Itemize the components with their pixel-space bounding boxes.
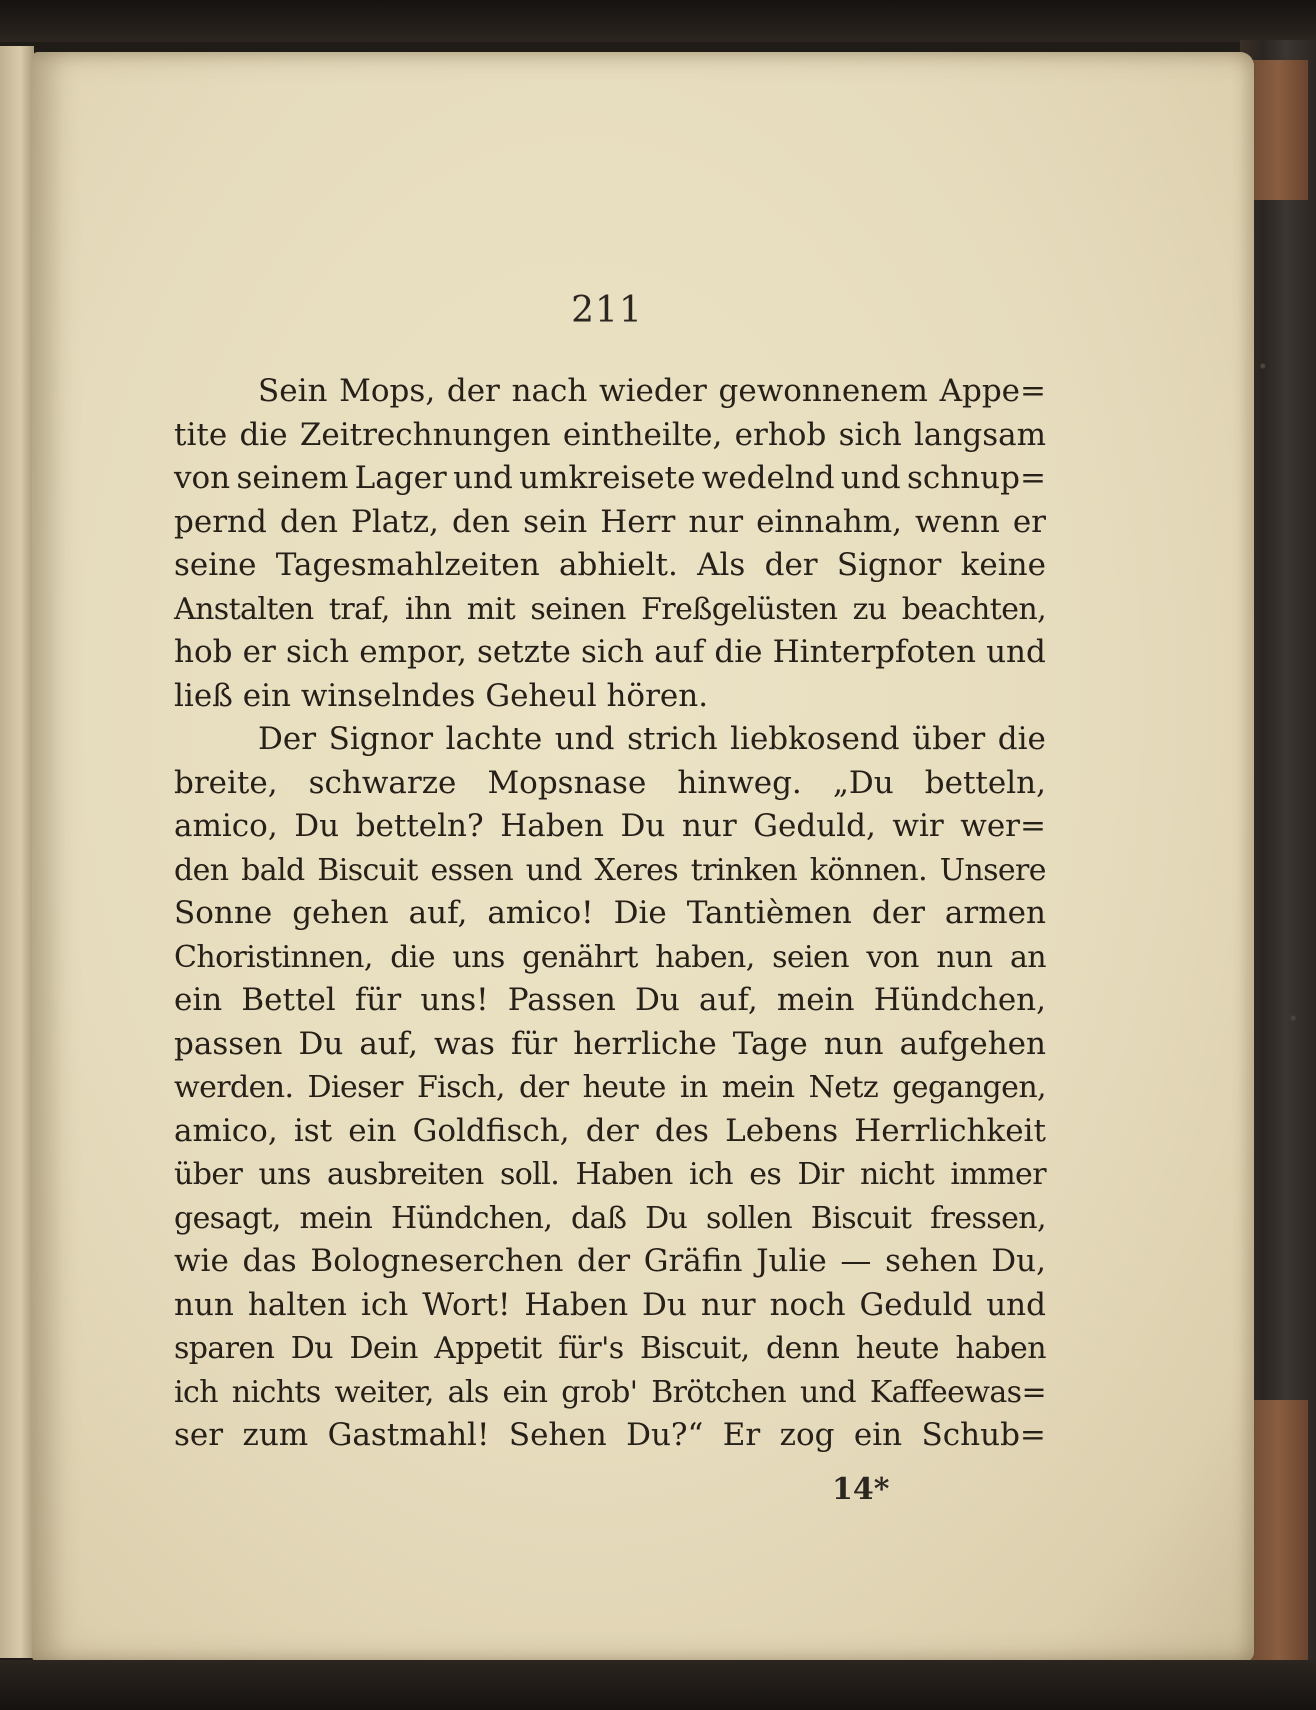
word: das	[242, 1243, 297, 1279]
word: hinweg.	[677, 764, 802, 801]
word: herrliche	[573, 1025, 717, 1062]
word: es	[749, 1157, 782, 1192]
word: Geduld,	[753, 808, 876, 844]
text-line	[174, 762, 1046, 806]
word: armen	[944, 895, 1046, 931]
word: nun	[936, 939, 993, 975]
word: sollen	[705, 1200, 793, 1236]
word: Lebens	[725, 1112, 839, 1149]
scan-top-edge	[0, 0, 1316, 42]
word: beachten,	[901, 591, 1046, 627]
word: die	[239, 416, 288, 453]
word: Brötchen	[651, 1374, 787, 1410]
word: essen	[430, 852, 514, 888]
word: einnahm,	[756, 503, 902, 540]
word: was	[434, 1025, 495, 1062]
text-line	[174, 849, 1046, 893]
word: Appetit	[434, 1331, 542, 1366]
word: Signor	[836, 547, 942, 583]
word: fressen,	[930, 1200, 1046, 1236]
word: Die	[613, 895, 667, 931]
word: und	[525, 852, 582, 888]
text-line	[174, 588, 1046, 632]
word: Du	[635, 982, 680, 1018]
word: Anstalten	[174, 591, 314, 627]
word: abhielt.	[559, 547, 678, 583]
word: auf,	[699, 982, 758, 1018]
word: hob	[174, 634, 233, 670]
word: Haben	[500, 808, 604, 844]
word: Du	[290, 1331, 333, 1366]
word: die	[390, 939, 435, 975]
word: wir	[892, 808, 944, 844]
text-line	[174, 1023, 1046, 1067]
word: halten	[247, 1286, 348, 1323]
word: ein	[348, 1112, 397, 1149]
word: haben,	[655, 939, 755, 975]
word: und	[799, 1374, 857, 1410]
word: und	[840, 460, 901, 496]
word: ist	[293, 1112, 333, 1149]
word: mit	[466, 591, 516, 627]
word: „Du	[832, 764, 894, 801]
text-line: ließ ein winselndes Geheul hören.	[174, 677, 709, 714]
word: Sehen	[508, 1417, 607, 1453]
word: Fisch,	[416, 1070, 505, 1105]
word: pernd	[174, 503, 267, 540]
word: passen	[174, 1025, 283, 1062]
word: der	[764, 547, 818, 583]
word: Herrlichkeit	[854, 1112, 1046, 1149]
word: breite,	[174, 764, 278, 801]
word: Goldfisch,	[412, 1112, 570, 1149]
word: ich	[174, 1374, 218, 1410]
word: Biscuit,	[640, 1331, 750, 1366]
word: und	[554, 721, 615, 757]
text-line	[174, 1414, 1046, 1458]
word: als	[447, 1374, 489, 1410]
word: Du	[620, 808, 666, 844]
word: noch	[769, 1286, 846, 1323]
text-line	[174, 1371, 1046, 1415]
word: Lager	[354, 460, 447, 496]
word: aufgehen	[899, 1025, 1046, 1062]
word: Biscuit	[317, 852, 418, 888]
word: Sonne	[174, 895, 273, 931]
signature-mark: 14*	[832, 1472, 890, 1507]
word: in	[679, 1070, 708, 1105]
word: zum	[242, 1417, 309, 1453]
word: Als	[697, 547, 746, 583]
word: gesagt,	[174, 1200, 281, 1236]
word: ihn	[405, 591, 452, 627]
word: amico!	[487, 895, 594, 931]
word: trinken	[690, 852, 798, 888]
word: Gräfin	[643, 1243, 743, 1279]
word: der	[577, 1243, 631, 1279]
word: Kaffeewas=	[869, 1374, 1046, 1410]
word: zu	[852, 591, 887, 627]
word: genährt	[522, 939, 638, 975]
word: über	[174, 1157, 243, 1192]
text-line	[174, 370, 1046, 414]
word: liebkosend	[730, 721, 900, 757]
word: setzte	[476, 634, 571, 670]
word: Wort!	[422, 1286, 511, 1323]
word: Gastmahl!	[327, 1417, 490, 1453]
word: sich	[580, 634, 645, 670]
word: Platz,	[351, 503, 439, 540]
word: er	[1012, 503, 1046, 540]
word: Du	[294, 808, 340, 844]
word: ich	[689, 1157, 733, 1192]
leather-corner-bottom	[1248, 1400, 1308, 1660]
word: wie	[174, 1243, 229, 1279]
word: Du	[642, 1286, 687, 1323]
word: gewonnenem	[718, 373, 928, 409]
word: tite	[174, 416, 228, 453]
word: uns	[452, 939, 505, 975]
word: für's	[558, 1331, 624, 1366]
word: Du	[645, 1200, 688, 1236]
page-number: 211	[571, 290, 643, 331]
word: ein	[853, 1417, 903, 1453]
word: Tagesmahlzeiten	[275, 547, 540, 583]
word: Julie	[756, 1243, 827, 1279]
word: und	[986, 1286, 1046, 1323]
word: uns	[258, 1157, 311, 1192]
word: immer	[950, 1157, 1046, 1192]
word: der	[871, 895, 925, 931]
word: nur	[681, 808, 737, 844]
word: denn	[766, 1331, 840, 1366]
word: seine	[174, 547, 257, 583]
word: Xeres	[594, 852, 679, 888]
word: nur	[700, 1286, 756, 1323]
word: Freßgelüsten	[641, 591, 838, 627]
word: des	[654, 1112, 709, 1149]
word: Bettel	[241, 982, 336, 1018]
previous-page-edge	[0, 46, 34, 1658]
word: auf,	[408, 895, 468, 931]
word: seinem	[236, 460, 349, 496]
word: betteln,	[924, 764, 1046, 801]
leather-corner-top	[1248, 60, 1308, 200]
word: weiter,	[334, 1374, 434, 1410]
text-line	[174, 1110, 1046, 1154]
word: schnup=	[906, 460, 1046, 496]
word: wenn	[914, 503, 1000, 540]
word: seinen	[530, 591, 626, 627]
word: Tantièmen	[686, 895, 852, 931]
word: und	[453, 460, 513, 496]
word: grob'	[561, 1374, 638, 1410]
word: Haben	[524, 1286, 629, 1323]
word: erhob	[734, 416, 827, 453]
text-line	[174, 631, 1046, 675]
word: und	[986, 634, 1046, 670]
text-line	[174, 1153, 1046, 1197]
word: heute	[855, 1331, 939, 1366]
word: uns!	[420, 982, 489, 1018]
text-line	[174, 718, 1046, 762]
word: Appe=	[939, 373, 1046, 409]
word: wedelnd	[701, 460, 835, 496]
word: mein	[721, 1070, 795, 1105]
word: eintheilte,	[562, 416, 723, 453]
text-line	[174, 1240, 1046, 1284]
word: ein	[174, 982, 223, 1018]
word: der	[585, 1112, 639, 1149]
word: wer=	[960, 808, 1046, 844]
word: Hündchen,	[873, 982, 1046, 1018]
word: sehen	[885, 1243, 978, 1279]
word: nicht	[859, 1157, 935, 1192]
word: amico,	[174, 808, 278, 844]
word: bald	[241, 852, 305, 888]
word: können.	[809, 852, 928, 888]
word: lachte	[445, 721, 543, 757]
word: von	[866, 939, 919, 975]
word: sein	[523, 503, 588, 540]
word: Er	[722, 1417, 761, 1453]
word: für	[354, 982, 402, 1018]
word: zog	[779, 1417, 835, 1453]
word: Dieser	[307, 1070, 403, 1105]
word: amico,	[174, 1112, 278, 1149]
text-line	[174, 457, 1046, 501]
scan-bottom-edge	[0, 1660, 1316, 1710]
text-line	[174, 805, 1046, 849]
word: Netz	[808, 1070, 879, 1105]
word: gegangen,	[892, 1070, 1046, 1105]
word: die	[714, 634, 763, 670]
word: Signor	[328, 721, 434, 757]
word: Du	[298, 1025, 344, 1062]
word: auf,	[359, 1025, 418, 1062]
word: werden.	[174, 1070, 294, 1105]
word: strich	[627, 721, 718, 757]
word: mein	[299, 1200, 373, 1236]
word: Choristinnen,	[174, 939, 373, 975]
word: heute	[582, 1070, 666, 1105]
word: Hinterpfoten	[772, 634, 976, 670]
word: Dir	[797, 1157, 844, 1192]
book-page	[32, 52, 1254, 1662]
word: Du,	[991, 1243, 1046, 1279]
word: nun	[823, 1025, 884, 1062]
word: betteln?	[355, 808, 484, 844]
word: umkreisete	[519, 460, 696, 496]
word: Dein	[349, 1331, 418, 1366]
word: den	[279, 503, 338, 540]
word: nichts	[231, 1374, 321, 1410]
text-line	[174, 1066, 1046, 1110]
text-line	[174, 544, 1046, 588]
word: Bologneserchen	[310, 1243, 564, 1279]
text-line	[174, 1197, 1046, 1241]
word: ich	[361, 1286, 409, 1323]
word: —	[840, 1243, 872, 1279]
text-line	[174, 1284, 1046, 1328]
text-line	[174, 1327, 1046, 1371]
word: empor,	[359, 634, 467, 670]
word: Mopsnase	[487, 764, 647, 801]
word: für	[510, 1025, 558, 1062]
word: daß	[571, 1200, 627, 1236]
word: der	[446, 373, 500, 409]
word: Geduld	[859, 1286, 973, 1323]
word: ein	[502, 1374, 548, 1410]
word: der	[518, 1070, 569, 1105]
word: seien	[772, 939, 849, 975]
text-line	[174, 936, 1046, 980]
text-line	[174, 501, 1046, 545]
word: soll.	[499, 1157, 560, 1192]
word: ser	[174, 1417, 224, 1453]
word: nun	[174, 1286, 234, 1323]
word: nur	[688, 503, 744, 540]
word: nach	[511, 373, 588, 409]
word: Sein	[258, 373, 328, 409]
text-line	[174, 892, 1046, 936]
word: wieder	[599, 373, 707, 409]
word: Du?“	[626, 1417, 704, 1453]
word: Zeitrechnungen	[299, 416, 551, 453]
word: die	[997, 721, 1046, 757]
word: den	[451, 503, 511, 540]
word: mein	[776, 982, 855, 1018]
word: Der	[258, 721, 317, 757]
word: sich	[285, 634, 350, 670]
word: traf,	[328, 591, 390, 627]
word: Unsere	[939, 852, 1046, 888]
word: Schub=	[921, 1417, 1046, 1453]
word: Passen	[507, 982, 616, 1018]
body-text	[174, 370, 1046, 1458]
word: Mops,	[339, 373, 436, 409]
word: keine	[960, 547, 1046, 583]
text-line	[174, 414, 1046, 458]
word: er	[242, 634, 276, 670]
word: langsam	[913, 416, 1046, 453]
word: Tage	[732, 1025, 808, 1062]
text-line	[174, 979, 1046, 1023]
word: Herr	[600, 503, 676, 540]
word: gehen	[292, 895, 389, 931]
word: ausbreiten	[327, 1157, 484, 1192]
word: den	[174, 852, 229, 888]
word: Haben	[575, 1157, 673, 1192]
word: sich	[838, 416, 902, 453]
word: auf	[654, 634, 705, 670]
word: sparen	[174, 1331, 275, 1366]
word: über	[912, 721, 986, 757]
word: von	[174, 460, 231, 496]
word: an	[1009, 939, 1046, 975]
word: schwarze	[308, 764, 457, 801]
word: haben	[955, 1331, 1046, 1366]
word: Biscuit	[810, 1200, 912, 1236]
word: Hündchen,	[390, 1200, 553, 1236]
